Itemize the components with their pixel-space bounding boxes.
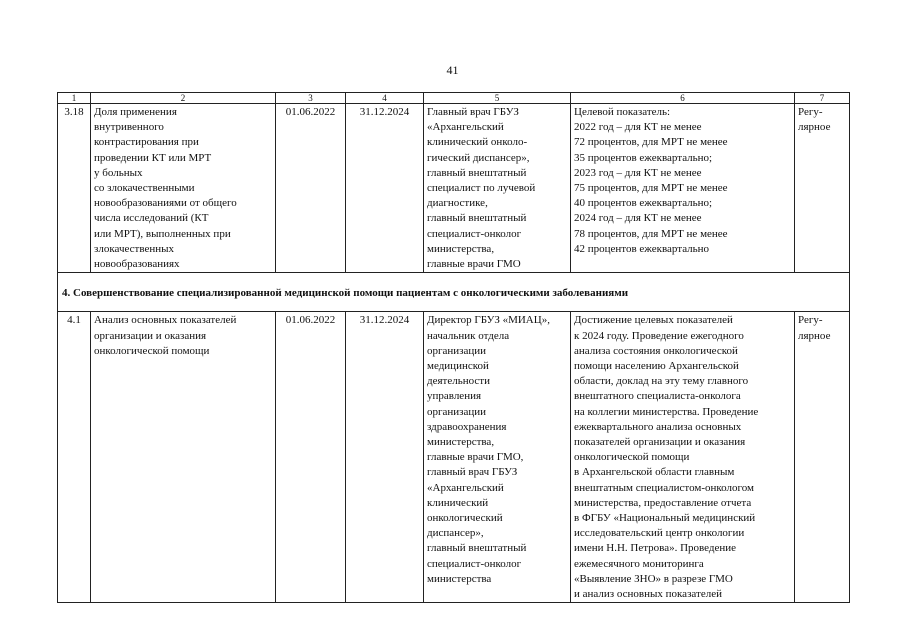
cell-line: здравоохранения bbox=[427, 420, 507, 433]
cell-line: 75 процентов, для МРТ не менее bbox=[574, 182, 728, 195]
cell-line: в Архангельской области главным bbox=[574, 466, 735, 479]
cell-line: главный внештатный bbox=[427, 166, 527, 179]
cell-line: онкологической помощи bbox=[574, 451, 690, 464]
cell-line: 2022 год – для КТ не менее bbox=[574, 121, 702, 134]
column-number: 6 bbox=[571, 93, 795, 104]
section-row bbox=[58, 273, 850, 312]
cell-line: онкологический bbox=[427, 512, 503, 525]
cell-line: к 2024 году. Проведение ежегодного bbox=[574, 329, 744, 342]
cell-line: министерства bbox=[427, 572, 492, 585]
cell-line: 42 процентов ежеквартально bbox=[574, 242, 710, 255]
cell-line: «Архангельский bbox=[427, 481, 504, 494]
column-number: 7 bbox=[795, 93, 850, 104]
cell-line: 2023 год – для КТ не менее bbox=[574, 166, 702, 179]
cell-line: специалист-онколог bbox=[427, 557, 522, 570]
cell-line: Регу- bbox=[798, 106, 823, 118]
responsible bbox=[424, 104, 571, 273]
cell-line: злокачественных bbox=[94, 242, 175, 255]
section-title: 4. Совершенствование специализированной медицинской помощи пациентам с онкологическими заболеваниями bbox=[58, 273, 850, 312]
cell-line: онкологической помощи bbox=[94, 344, 210, 357]
cell-line: внутривенного bbox=[94, 121, 164, 134]
cell-line: проведении КТ или МРТ bbox=[94, 151, 212, 164]
cell-line: главный внештатный bbox=[427, 542, 527, 555]
cell-line: клинический онколо- bbox=[427, 136, 528, 149]
cell-line: ежемесячного мониторинга bbox=[574, 557, 704, 570]
column-number: 1 bbox=[58, 93, 91, 104]
cell-line: на коллегии министерства. Проведение bbox=[574, 405, 759, 418]
cell-line: главный врач ГБУЗ bbox=[427, 466, 518, 479]
cell-line: министерства, bbox=[427, 436, 495, 449]
cell-line: «Архангельский bbox=[427, 121, 504, 134]
cell-line: диагностике, bbox=[427, 197, 488, 210]
end-date: 31.12.2024 bbox=[346, 312, 424, 603]
cell-line: «Выявление ЗНО» в разрезе ГМО bbox=[574, 572, 733, 585]
cell-line: имени Н.Н. Петрова». Проведение bbox=[574, 542, 737, 555]
cell-line: 72 процентов, для МРТ не менее bbox=[574, 136, 728, 149]
cell-line: и анализ основных показателей bbox=[574, 588, 722, 601]
cell-line: начальник отдела bbox=[427, 329, 510, 342]
cell-line: числа исследований (КТ bbox=[94, 212, 209, 225]
cell-line: главный внештатный bbox=[427, 212, 527, 225]
cell-line: лярное bbox=[798, 329, 831, 342]
cell-line: внештатным специалистом-онкологом bbox=[574, 481, 755, 494]
cell-line: со злокачественными bbox=[94, 182, 195, 195]
cell-line: организации bbox=[427, 405, 487, 418]
cell-line: главные врачи ГМО bbox=[427, 258, 521, 271]
cell-line: специалист по лучевой bbox=[427, 182, 536, 195]
cell-line: Анализ основных показателей bbox=[94, 314, 237, 327]
cell-line: специалист-онколог bbox=[427, 227, 522, 240]
cell-line: в ФГБУ «Национальный медицинский bbox=[574, 512, 756, 525]
cell-line: анализа состояния онкологической bbox=[574, 344, 738, 357]
cell-line: главные врачи ГМО, bbox=[427, 451, 524, 464]
cell-line: новообразованиях bbox=[94, 258, 180, 271]
cell-line: 2024 год – для КТ не менее bbox=[574, 212, 702, 225]
expected-result bbox=[571, 104, 795, 273]
cell-line: управления bbox=[427, 390, 482, 403]
responsible bbox=[424, 312, 571, 603]
cell-line: Регу- bbox=[798, 314, 823, 327]
cell-line: показателей организации и оказания bbox=[574, 436, 746, 449]
column-number: 5 bbox=[424, 93, 571, 104]
cell-line: ежеквартального анализа основных bbox=[574, 420, 742, 433]
cell-line: гический диспансер», bbox=[427, 151, 530, 164]
table-row bbox=[58, 312, 850, 603]
cell-line: организации bbox=[427, 344, 487, 357]
row-number: 4.1 bbox=[58, 312, 91, 603]
activity-type bbox=[795, 312, 850, 603]
cell-line: лярное bbox=[798, 121, 831, 134]
expected-result bbox=[571, 312, 795, 603]
table-row bbox=[58, 104, 850, 273]
cell-line: исследовательский центр онкологии bbox=[574, 527, 745, 540]
column-number: 4 bbox=[346, 93, 424, 104]
cell-line: Достижение целевых показателей bbox=[574, 314, 733, 327]
cell-line: медицинской bbox=[427, 360, 489, 373]
activity-name bbox=[91, 312, 276, 603]
cell-line: министерства, предоставление отчета bbox=[574, 496, 752, 509]
column-number-row bbox=[58, 93, 850, 104]
cell-line: Доля применения bbox=[94, 106, 177, 118]
column-number: 2 bbox=[91, 93, 276, 104]
cell-line: 35 процентов ежеквартально; bbox=[574, 151, 713, 164]
cell-line: клинический bbox=[427, 496, 489, 509]
cell-line: 78 процентов, для МРТ не менее bbox=[574, 227, 728, 240]
cell-line: Целевой показатель: bbox=[574, 106, 671, 118]
start-date: 01.06.2022 bbox=[276, 312, 346, 603]
cell-line: области, доклад на эту тему главного bbox=[574, 375, 749, 388]
cell-line: диспансер», bbox=[427, 527, 484, 540]
cell-line: организации и оказания bbox=[94, 329, 207, 342]
cell-line: 40 процентов ежеквартально; bbox=[574, 197, 713, 210]
cell-line: деятельности bbox=[427, 375, 490, 388]
cell-line: внештатного специалиста-онколога bbox=[574, 390, 741, 403]
end-date: 31.12.2024 bbox=[346, 104, 424, 273]
cell-line: Директор ГБУЗ «МИАЦ», bbox=[427, 314, 550, 327]
cell-line: контрастирования при bbox=[94, 136, 199, 149]
cell-line: у больных bbox=[94, 166, 143, 179]
cell-line: Главный врач ГБУЗ bbox=[427, 106, 519, 118]
column-number: 3 bbox=[276, 93, 346, 104]
start-date: 01.06.2022 bbox=[276, 104, 346, 273]
activity-name bbox=[91, 104, 276, 273]
page-number: 41 bbox=[446, 63, 459, 77]
cell-line: новообразованиями от общего bbox=[94, 197, 237, 210]
activity-table bbox=[57, 92, 850, 603]
cell-line: министерства, bbox=[427, 242, 495, 255]
activity-type bbox=[795, 104, 850, 273]
cell-line: помощи населению Архангельской bbox=[574, 360, 739, 373]
cell-line: или МРТ), выполненных при bbox=[94, 227, 231, 240]
row-number: 3.18 bbox=[58, 104, 91, 273]
